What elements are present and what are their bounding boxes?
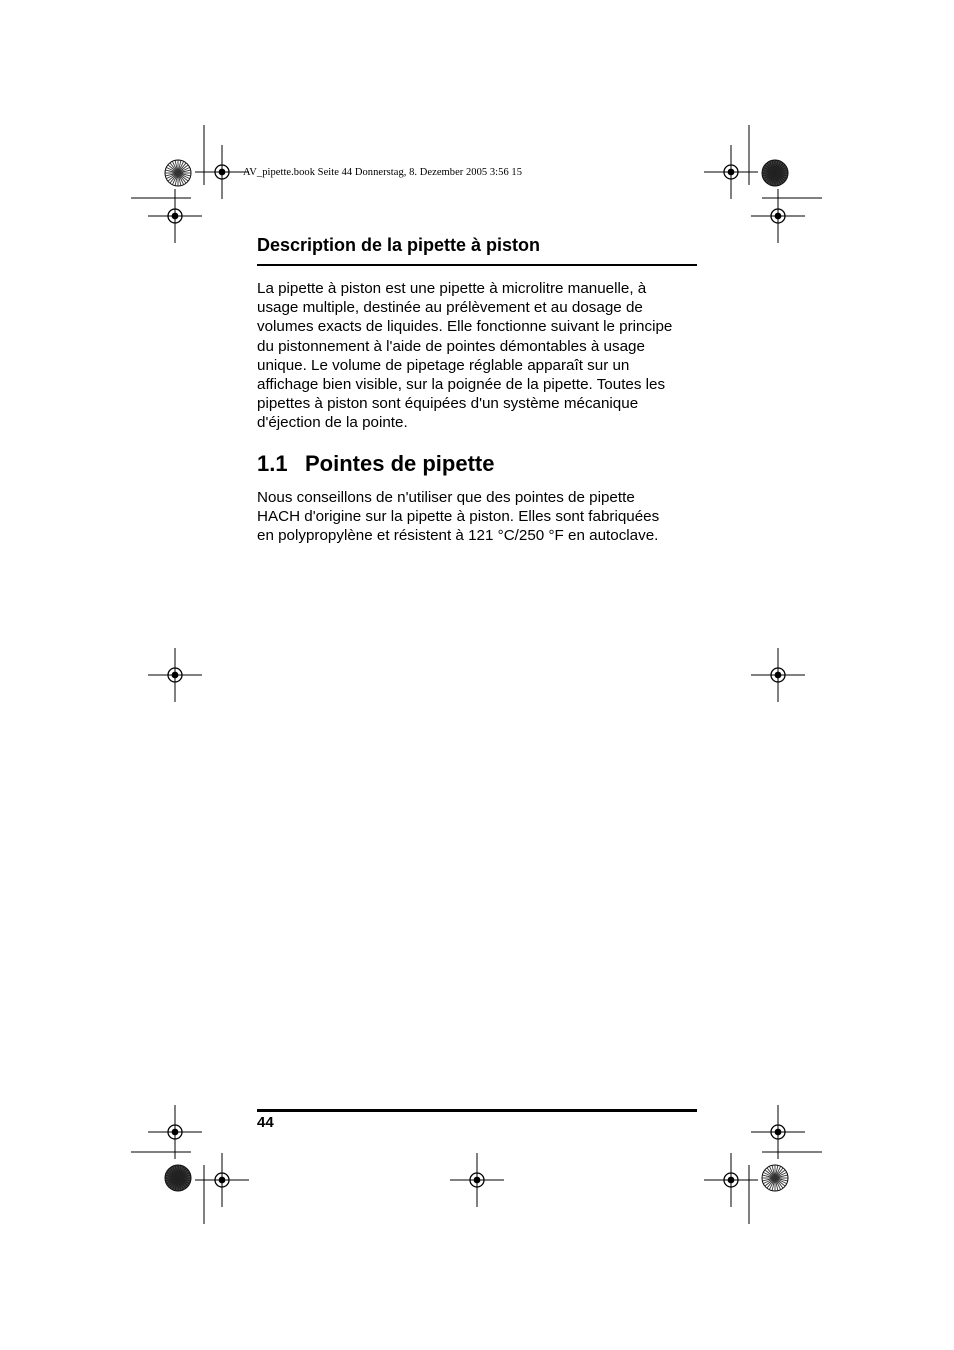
subsection-title: Pointes de pipette bbox=[305, 451, 495, 476]
paragraph-line: affichage bien visible, sur la poignée de la pipette. Toutes les bbox=[257, 376, 666, 394]
registration-mark bbox=[195, 145, 249, 199]
header-rule bbox=[257, 264, 697, 266]
paragraph-line: HACH d'origine sur la pipette à piston. Elles sont fabriquées bbox=[257, 508, 660, 526]
paragraph-line: La pipette à piston est une pipette à microlitre manuelle, à bbox=[257, 280, 647, 297]
registration-mark bbox=[751, 648, 805, 702]
paragraph-line: du pistonnement à l'aide de pointes démontables à usage bbox=[257, 337, 645, 355]
footer-rule bbox=[257, 1109, 697, 1112]
registration-mark bbox=[148, 189, 202, 243]
registration-mark bbox=[704, 145, 758, 199]
paragraph-line: Nous conseillons de n'utiliser que des pointes de pipette bbox=[257, 489, 635, 506]
paragraph-line: d'éjection de la pointe. bbox=[257, 414, 408, 432]
tips-paragraph bbox=[257, 488, 702, 546]
page-number: 44 bbox=[257, 1114, 274, 1131]
registration-mark bbox=[751, 189, 805, 243]
subsection-heading bbox=[257, 451, 494, 477]
registration-mark bbox=[195, 1153, 249, 1207]
registration-mark bbox=[148, 648, 202, 702]
registration-mark bbox=[148, 1105, 202, 1159]
section-title: Description de la pipette à piston bbox=[257, 235, 541, 255]
paragraph-line: pipettes à piston sont équipées d'un système mécanique bbox=[257, 395, 639, 413]
print-slug: AV_pipette.book Seite 44 Donnerstag, 8. Dezember 2005 3:56 15 bbox=[243, 167, 523, 178]
paragraph-line: volumes exacts de liquides. Elle fonctionne suivant le principe bbox=[257, 318, 673, 336]
color-target bbox=[762, 160, 788, 186]
paragraph-line: unique. Le volume de pipetage réglable apparaît sur un bbox=[257, 356, 630, 374]
registration-mark bbox=[450, 1153, 504, 1207]
registration-mark bbox=[704, 1153, 758, 1207]
description-paragraph bbox=[257, 279, 702, 433]
color-target bbox=[165, 1165, 191, 1191]
paragraph-line: usage multiple, destinée au prélèvement et au dosage de bbox=[257, 299, 643, 317]
registration-mark bbox=[751, 1105, 805, 1159]
subsection-number: 1.1 bbox=[257, 451, 288, 476]
color-target bbox=[762, 1165, 788, 1191]
color-target bbox=[165, 160, 191, 186]
paragraph-line: en polypropylène et résistent à 121 °C/250 °F en autoclave. bbox=[257, 527, 659, 545]
